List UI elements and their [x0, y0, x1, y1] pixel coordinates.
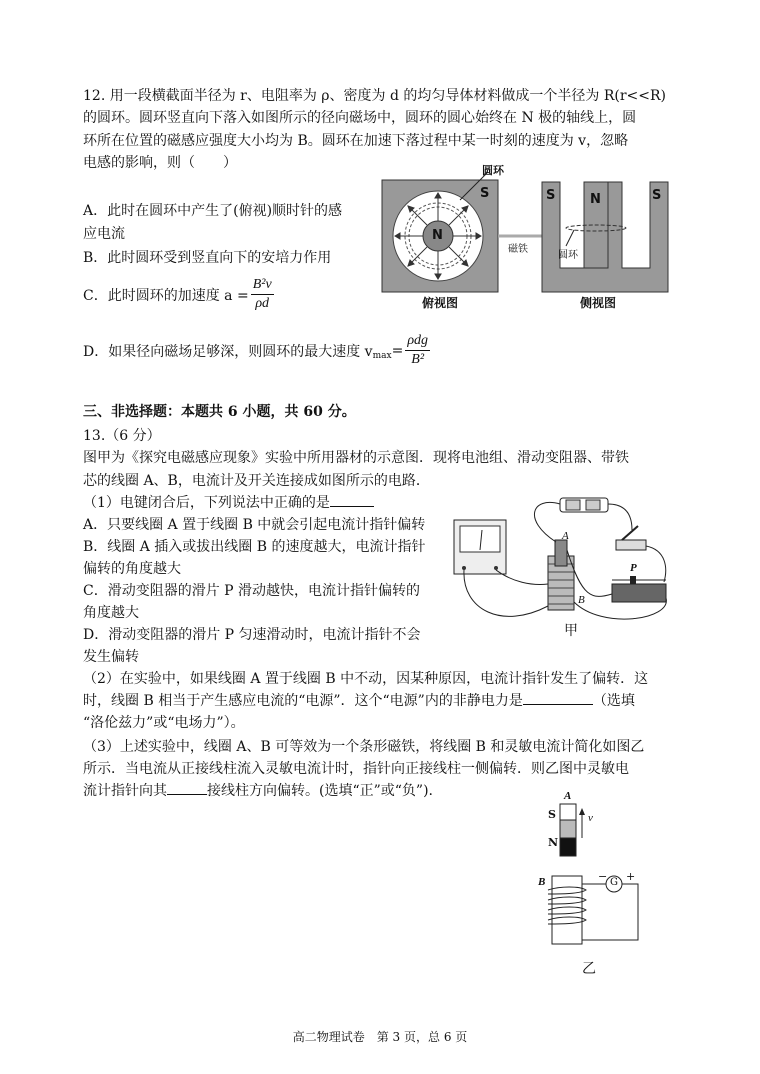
velocity-arrowhead [579, 808, 585, 815]
q13-part2-text-b: （选填 [592, 693, 635, 709]
galvanometer-terminal-1 [462, 566, 466, 570]
battery-cell-1 [566, 500, 580, 510]
label-coil-b: B [578, 594, 585, 606]
figure-12 [380, 160, 680, 310]
figure-12-svg [380, 160, 680, 310]
q12-line1: 12. 用一段横截面半径为 r、电阻率为 ρ、密度为 d 的均匀导体材料做成一个半径为 R(r<<R) [83, 88, 667, 104]
q13-part1-option-b-line1: B．线圈 A 插入或拔出线圈 B 的速度越大，电流计指针 [83, 539, 426, 555]
q13-part3-line2: 所示．当电流从正接线柱流入灵敏电流计时，指针向正接线柱一侧偏转．则乙图中灵敏电 [83, 761, 629, 777]
side-ring-pointer [566, 230, 574, 246]
bar-magnet-north [560, 838, 576, 856]
caption-jia: 甲 [564, 623, 578, 639]
caption-yi: 乙 [582, 961, 596, 977]
caption-side-view: 侧视图 [580, 296, 617, 310]
q13-intro-line2: 芯的线圈 A、B，电流计及开关连接成如图所示的电路． [83, 473, 430, 489]
label-magnet: 磁铁 [508, 244, 528, 255]
label-slider-p: P [630, 562, 637, 574]
q13-intro-line1: 图甲为《探究电磁感应现象》实验中所用器材的示意图．现将电池组、滑动变阻器、带铁 [83, 450, 629, 466]
rheostat-slider [630, 576, 636, 584]
label-n-top-view: N [432, 228, 443, 243]
q13-part2-line2 [83, 691, 635, 711]
q12-option-d-denominator: B² [411, 352, 425, 367]
q13-part2-line1: （2）在实验中，如果线圈 A 置于线圈 B 中不动，因某种原因，电流计指针发生了偏转．这 [83, 671, 649, 687]
q13-part1-option-a: A．只要线圈 A 置于线圈 B 中就会引起电流计指针偏转 [83, 517, 426, 533]
bar-magnet-mid [560, 820, 576, 838]
q13-title: 13.（6 分） [83, 428, 161, 444]
figure-jia-svg [452, 490, 674, 640]
q12-option-c-denominator: ρd [255, 296, 270, 311]
wire-return [582, 884, 638, 940]
q13-part1-option-c-line2: 角度越大 [83, 605, 139, 621]
q13-part2-answer-blank[interactable] [523, 704, 593, 705]
q13-part1-option-d-line1: D．滑动变阻器的滑片 P 匀速滑动时，电流计指针不会 [83, 627, 421, 643]
q13-part1-text: （1）电键闭合后，下列说法中正确的是 [83, 495, 330, 511]
q12-line2: 的圆环。圆环竖直向下落入如图所示的径向磁场中，圆环的圆心始终在 N 极的轴线上，圆 [83, 110, 637, 126]
q12-option-c [83, 276, 276, 313]
q13-part3-answer-blank[interactable] [167, 794, 207, 795]
q12-option-d-subscript: max [372, 351, 392, 361]
q12-option-d-numerator: ρdg [405, 332, 430, 351]
q12-line4: 电感的影响，则（ ） [83, 155, 237, 171]
figure-yi [530, 790, 660, 980]
q12-option-a-line2: 应电流 [83, 226, 125, 242]
q13-part3-line1: （3）上述实验中，线圈 A、B 可等效为一个条形磁铁，将线圈 B 和灵敏电流计简化如图乙 [83, 739, 645, 755]
label-a-yi: A [564, 790, 572, 802]
label-ring-top: 圆环 [482, 164, 504, 177]
label-b-yi: B [538, 876, 546, 888]
q13-part1-option-d-line2: 发生偏转 [83, 649, 139, 665]
label-s-side-right: S [652, 188, 662, 203]
q12-option-b: B．此时圆环受到竖直向下的安培力作用 [83, 250, 332, 266]
label-n-side: N [590, 192, 601, 207]
q12-option-d-fraction [405, 332, 430, 369]
q12-option-a-line1: A．此时在圆环中产生了(俯视)顺时针的感 [83, 203, 343, 219]
label-g-yi: G [610, 877, 618, 888]
q13-part1-heading [83, 493, 374, 513]
q12-option-d-equals: = [391, 342, 404, 359]
q12-option-c-fraction [251, 276, 274, 313]
coil-a [555, 540, 567, 566]
label-s-top-view: S [480, 186, 490, 201]
q12-line3: 环所在位置的磁感应强度大小均为 B。圆环在加速下落过程中某一时刻的速度为 v，忽略 [83, 133, 629, 149]
q13-part3-text-a: 流计指针向其 [83, 783, 167, 799]
galvanometer-terminal-2 [494, 566, 498, 570]
label-s-yi: S [548, 808, 556, 821]
label-plus-yi: + [626, 870, 636, 883]
page-footer: 高二物理试卷 第 3 页，总 6 页 [292, 1030, 468, 1044]
q12-option-c-numerator: B²v [251, 276, 274, 295]
q12-option-d [83, 332, 432, 369]
q13-part2-text-a: 时，线圈 B 相当于产生感应电流的“电源”．这个“电源”内的非静电力是 [83, 693, 523, 709]
label-coil-a: A [562, 530, 569, 542]
coil-b-core [552, 876, 582, 944]
switch-base [616, 540, 646, 550]
figure-jia [452, 490, 674, 640]
label-ring-side: 圆环 [558, 250, 578, 261]
q12-option-c-prefix: C．此时圆环的加速度 a = [83, 287, 249, 304]
label-v-yi: v [588, 812, 593, 824]
battery-cell-2 [586, 500, 600, 510]
q13-part3-text-b: 接线柱方向偏转。(选填“正”或“负”). [207, 783, 434, 799]
q13-part2-line3: “洛伦兹力”或“电场力”）。 [83, 715, 245, 731]
q13-part1-option-b-line2: 偏转的角度越大 [83, 561, 181, 577]
q13-part1-option-c-line1: C．滑动变阻器的滑片 P 滑动越快，电流计指针偏转的 [83, 583, 421, 599]
label-minus-yi: − [598, 870, 608, 883]
label-s-side-left: S [546, 188, 556, 203]
q12-option-d-prefix: D．如果径向磁场足够深，则圆环的最大速度 v [83, 343, 373, 360]
q13-part1-answer-blank[interactable] [330, 506, 374, 507]
section-3-heading: 三、非选择题：本题共 6 小题，共 60 分。 [83, 404, 356, 420]
q13-part3-line3 [83, 781, 433, 801]
caption-top-view: 俯视图 [422, 296, 459, 310]
label-n-yi: N [548, 836, 559, 849]
rheostat [612, 584, 666, 602]
switch-lever [622, 526, 638, 540]
